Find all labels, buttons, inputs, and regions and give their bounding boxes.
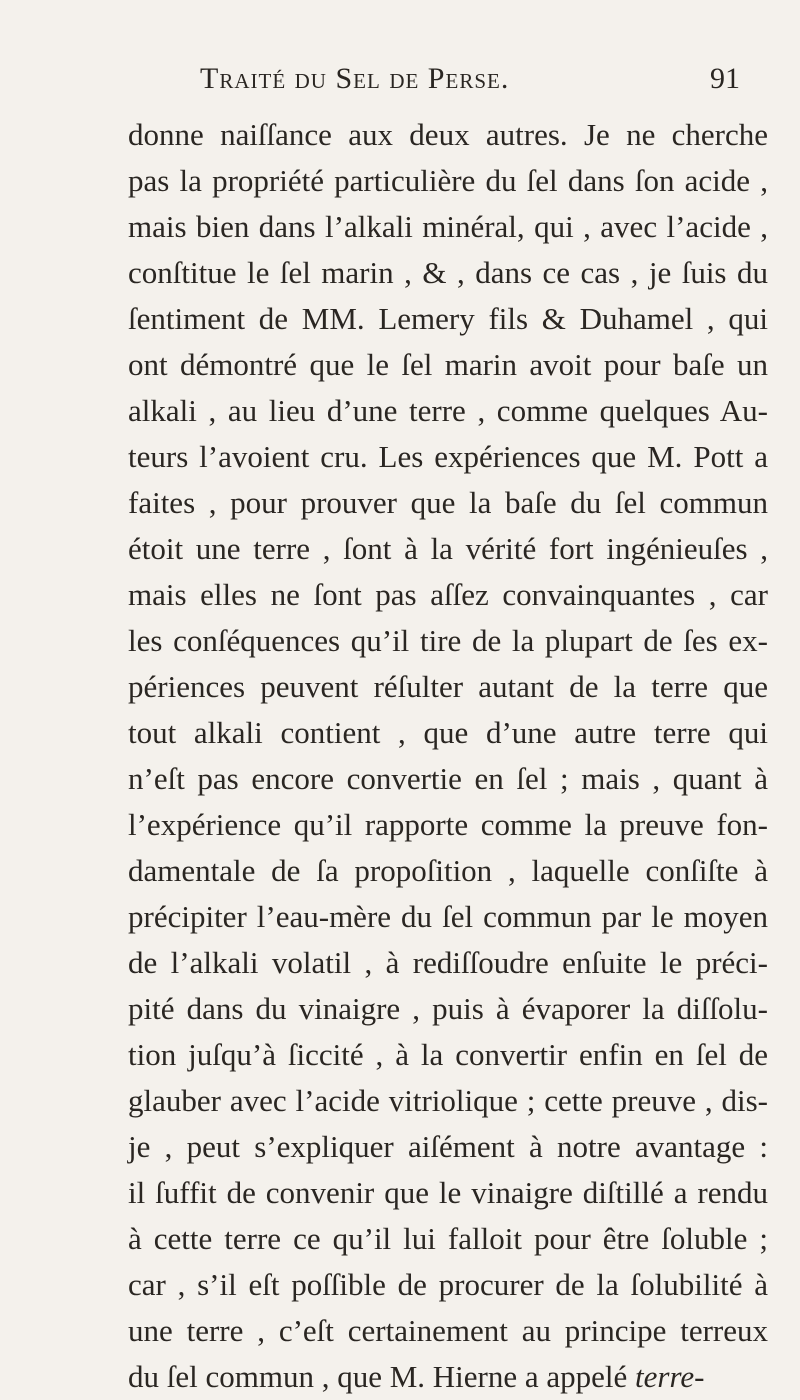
text-line-16: l’expérience qu’il rapporte comme la preuve fon- xyxy=(128,807,768,842)
text-line-9: faites , pour prouver que la baſe du ſel commun xyxy=(128,485,768,520)
running-head xyxy=(200,62,740,102)
text-line-10: étoit une terre , ſont à la vérité fort ingénieuſes , xyxy=(128,531,768,566)
text-line-4: conſtitue le ſel marin , & , dans ce cas , je ſuis du xyxy=(128,255,768,290)
text-line-3: mais bien dans l’alkali minéral, qui , avec l’acide , xyxy=(128,209,768,244)
text-line-25: à cette terre ce qu’il lui falloit pour être ſoluble ; xyxy=(128,1221,768,1256)
running-title: Traité du Sel de Perse. xyxy=(200,62,510,95)
italic-word: terre- xyxy=(635,1359,705,1394)
text-line-1: donne naiſſance aux deux autres. Je ne cherche xyxy=(128,117,768,152)
text-line-19: de l’alkali volatil , à rediſſoudre enſuite le préci- xyxy=(128,945,768,980)
text-line-7: alkali , au lieu d’une terre , comme quelques Au- xyxy=(128,393,768,428)
text-line-15: n’eſt pas encore convertie en ſel ; mais , quant à xyxy=(128,761,768,796)
text-line-12: les conſéquences qu’il tire de la plupart de ſes ex- xyxy=(128,623,768,658)
text-line-20: pité dans du vinaigre , puis à évaporer la diſſolu- xyxy=(128,991,768,1026)
text-line-24: il ſuffit de convenir que le vinaigre diſtillé a rendu xyxy=(128,1175,768,1210)
text-line-26: car , s’il eſt poſſible de procurer de la ſolubilité à xyxy=(128,1267,768,1302)
text-line-6: ont démontré que le ſel marin avoit pour baſe un xyxy=(128,347,768,382)
text-line-5: ſentiment de MM. Lemery fils & Duhamel , qui xyxy=(128,301,768,336)
text-line-11: mais elles ne ſont pas aſſez convainquantes , car xyxy=(128,577,768,612)
text-line-28 xyxy=(128,1354,768,1400)
body-text xyxy=(128,112,768,1400)
text-line-8: teurs l’avoient cru. Les expériences que M. Pott a xyxy=(128,439,768,474)
text-line-14: tout alkali contient , que d’une autre terre qui xyxy=(128,715,768,750)
text-line-2: pas la propriété particulière du ſel dans ſon acide , xyxy=(128,163,768,198)
page-number: 91 xyxy=(710,62,740,95)
last-line-text: du ſel commun , que M. Hierne a appelé xyxy=(128,1359,628,1394)
text-line-13: périences peuvent réſulter autant de la terre que xyxy=(128,669,768,704)
text-line-27: une terre , c’eſt certainement au principe terreux xyxy=(128,1313,768,1348)
text-line-18: précipiter l’eau-mère du ſel commun par le moyen xyxy=(128,899,768,934)
text-line-23: je , peut s’expliquer aiſément à notre avantage : xyxy=(128,1129,768,1164)
text-line-22: glauber avec l’acide vitriolique ; cette preuve , dis- xyxy=(128,1083,768,1118)
text-line-21: tion juſqu’à ſiccité , à la convertir enfin en ſel de xyxy=(128,1037,768,1072)
text-line-17: damentale de ſa propoſition , laquelle conſiſte à xyxy=(128,853,768,888)
